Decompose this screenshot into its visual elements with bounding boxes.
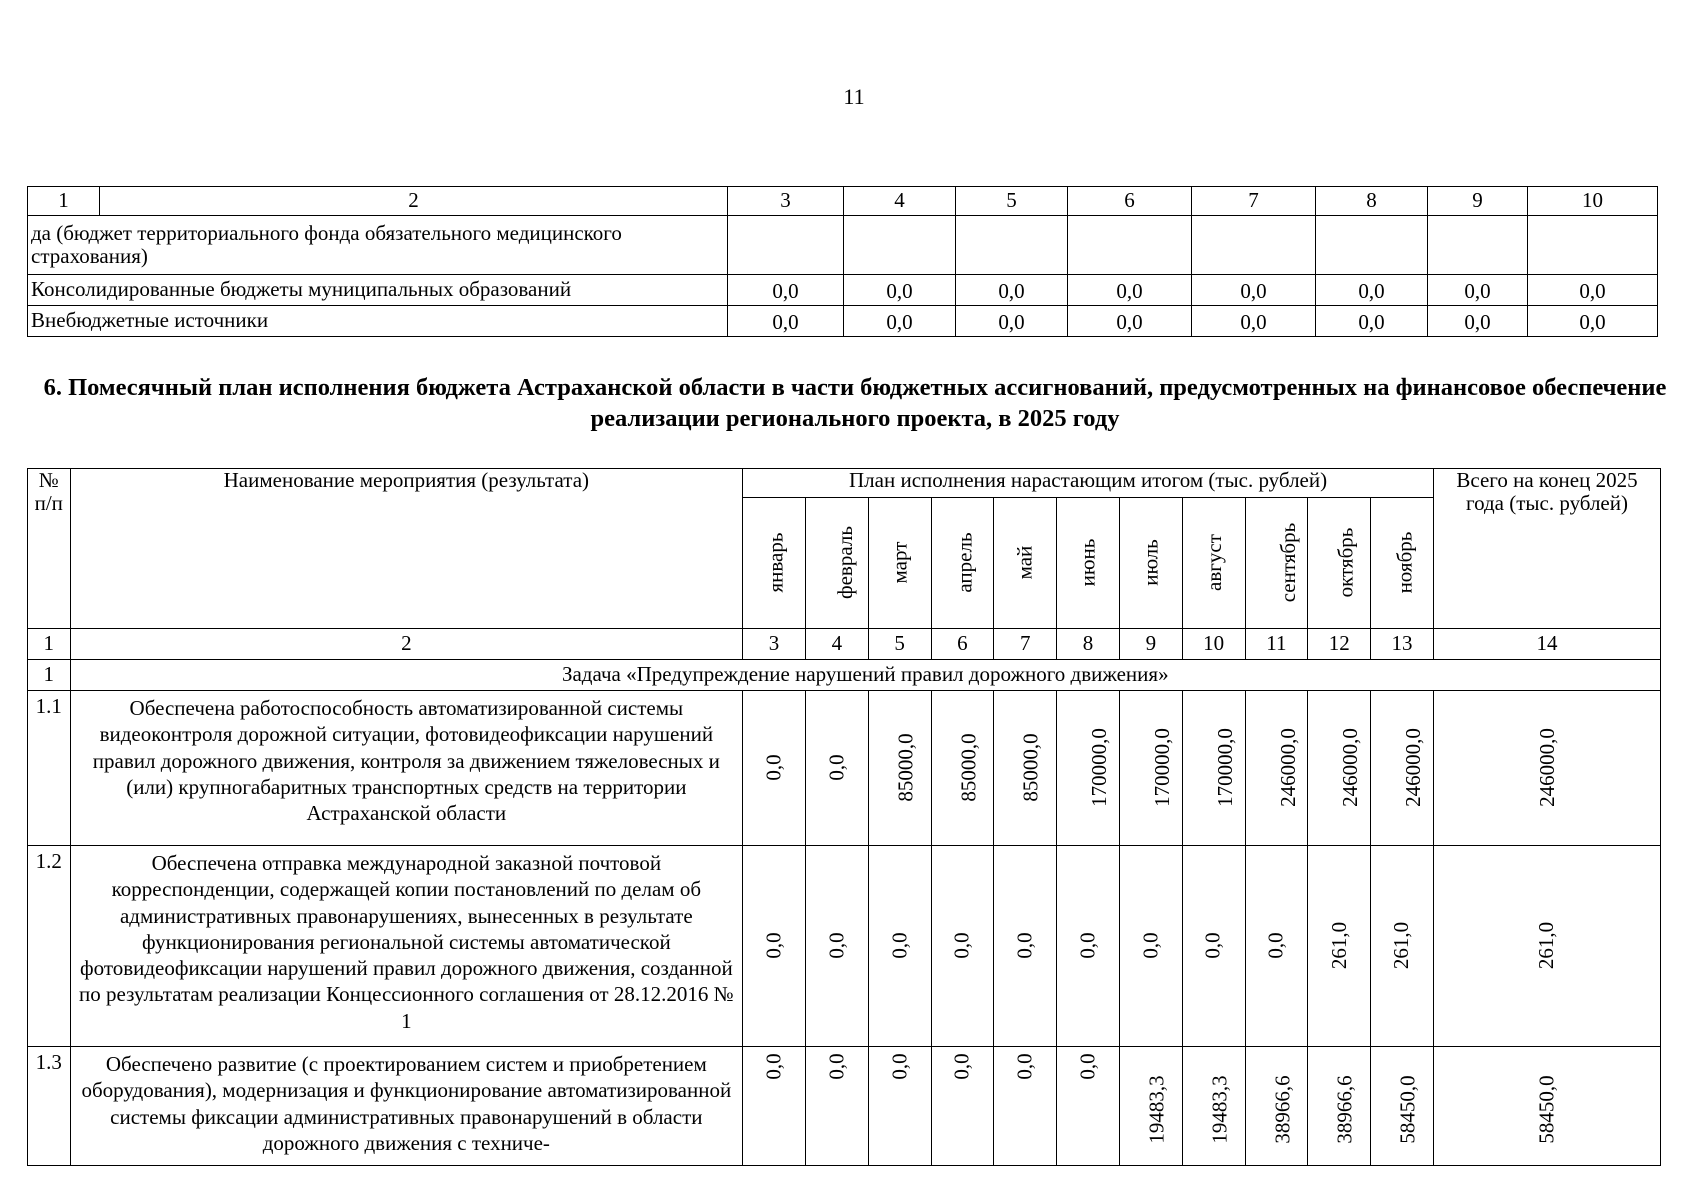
value-cell: 0,0 [805, 1047, 868, 1166]
table-row [28, 216, 1658, 275]
value-cell: 261,0 [1308, 846, 1371, 1047]
table-row [28, 846, 1661, 1047]
index-cell: 9 [1119, 629, 1182, 660]
table-header-row [28, 187, 1658, 216]
value-cell: 38966,6 [1308, 1047, 1371, 1166]
task-num: 1 [28, 660, 71, 691]
table-cell: 0,0 [1528, 275, 1658, 306]
value-cell: 0,0 [743, 691, 806, 846]
table-cell: 0,0 [728, 306, 844, 337]
value-cell: 0,0 [931, 1047, 994, 1166]
table-cell [1068, 216, 1192, 275]
row-num: 1.2 [28, 846, 71, 1047]
table-cell [1192, 216, 1316, 275]
table-header-cell: 4 [844, 187, 956, 216]
table-row [28, 275, 1658, 306]
table-header-cell: 9 [1428, 187, 1528, 216]
table-cell: 0,0 [844, 306, 956, 337]
value-cell: 58450,0 [1371, 1047, 1434, 1166]
table-cell [728, 216, 844, 275]
section-title: 6. Помесячный план исполнения бюджета Астраханской области в части бюджетных ассигнований, предусмотренных на финансовое обеспечение реализации регионального проекта, в 2025 году [43, 374, 1667, 433]
table-cell [1528, 216, 1658, 275]
table-row [28, 306, 1658, 337]
index-row [28, 629, 1661, 660]
value-cell: 0,0 [994, 846, 1057, 1047]
value-cell: 0,0 [743, 846, 806, 1047]
value-cell: 0,0 [743, 1047, 806, 1166]
index-cell: 10 [1182, 629, 1245, 660]
table-cell: 0,0 [1192, 306, 1316, 337]
table-cell: 0,0 [844, 275, 956, 306]
index-cell: 11 [1245, 629, 1308, 660]
col-name-header: Наименование мероприятия (результата) [70, 469, 743, 629]
month-header: август [1182, 498, 1245, 629]
month-header: июнь [1057, 498, 1120, 629]
index-cell: 4 [805, 629, 868, 660]
table-cell [956, 216, 1068, 275]
total-cell: 58450,0 [1433, 1047, 1660, 1166]
value-cell: 0,0 [931, 846, 994, 1047]
budget-sources-table [27, 186, 1658, 337]
index-cell: 14 [1433, 629, 1660, 660]
table-cell: 0,0 [1192, 275, 1316, 306]
table-cell [1428, 216, 1528, 275]
month-header: апрель [931, 498, 994, 629]
value-cell: 0,0 [994, 1047, 1057, 1166]
total-cell: 261,0 [1433, 846, 1660, 1047]
index-cell: 6 [931, 629, 994, 660]
month-header: июль [1119, 498, 1182, 629]
table-header-cell: 6 [1068, 187, 1192, 216]
table-header-cell: 2 [100, 187, 728, 216]
month-header: ноябрь [1371, 498, 1434, 629]
table-cell: 0,0 [956, 275, 1068, 306]
col-plan-header: План исполнения нарастающим итогом (тыс. рублей) [743, 469, 1434, 498]
task-title: Задача «Предупреждение нарушений правил дорожного движения» [70, 660, 1660, 691]
table-cell: 0,0 [1316, 306, 1428, 337]
value-cell: 38966,6 [1245, 1047, 1308, 1166]
table-header-row [28, 469, 1661, 498]
table-cell: 0,0 [1068, 275, 1192, 306]
value-cell: 19483,3 [1119, 1047, 1182, 1166]
row-label: Внебюджетные источники [28, 306, 728, 337]
index-cell: 5 [868, 629, 931, 660]
index-cell: 3 [743, 629, 806, 660]
value-cell: 0,0 [805, 691, 868, 846]
col-num-header: № п/п [28, 469, 71, 629]
value-cell: 246000,0 [1245, 691, 1308, 846]
table-cell [844, 216, 956, 275]
value-cell: 85000,0 [994, 691, 1057, 846]
table-cell: 0,0 [728, 275, 844, 306]
table-header-cell: 7 [1192, 187, 1316, 216]
month-header: октябрь [1308, 498, 1371, 629]
index-cell: 7 [994, 629, 1057, 660]
value-cell: 261,0 [1371, 846, 1434, 1047]
table-header-cell: 3 [728, 187, 844, 216]
row-label: да (бюджет территориального фонда обязательного медицинского страхования) [28, 216, 728, 275]
value-cell: 0,0 [1182, 846, 1245, 1047]
row-num: 1.1 [28, 691, 71, 846]
page-number: 11 [843, 84, 865, 109]
value-cell: 170000,0 [1119, 691, 1182, 846]
index-cell: 1 [28, 629, 71, 660]
row-num: 1.3 [28, 1047, 71, 1166]
total-cell: 246000,0 [1433, 691, 1660, 846]
value-cell: 170000,0 [1182, 691, 1245, 846]
value-cell: 85000,0 [868, 691, 931, 846]
value-cell: 0,0 [868, 846, 931, 1047]
table-cell: 0,0 [956, 306, 1068, 337]
month-header: январь [743, 498, 806, 629]
table-cell: 0,0 [1068, 306, 1192, 337]
value-cell: 19483,3 [1182, 1047, 1245, 1166]
row-name: Обеспечено развитие (с проектированием систем и приобретением оборудования), модернизация и функционирование автоматизированной системы фиксации административных правонарушений в области дорожного движения с техниче- [70, 1047, 743, 1166]
table-header-cell: 5 [956, 187, 1068, 216]
row-name: Обеспечена работоспособность автоматизированной системы видеоконтроля дорожной ситуации, фотовидеофиксации нарушений правил дорожного движения, контроля за движением тяжеловесных и (или) крупногабаритных транспортных средств на территории Астраханской области [70, 691, 743, 846]
value-cell: 0,0 [1245, 846, 1308, 1047]
value-cell: 85000,0 [931, 691, 994, 846]
table-header-cell: 1 [28, 187, 100, 216]
table-header-cell: 10 [1528, 187, 1658, 216]
table-cell: 0,0 [1316, 275, 1428, 306]
row-label: Консолидированные бюджеты муниципальных образований [28, 275, 728, 306]
month-header: февраль [805, 498, 868, 629]
index-cell: 2 [70, 629, 743, 660]
index-cell: 12 [1308, 629, 1371, 660]
table-header-cell: 8 [1316, 187, 1428, 216]
task-row [28, 660, 1661, 691]
col-total-header: Всего на конец 2025 года (тыс. рублей) [1433, 469, 1660, 629]
table-row [28, 691, 1661, 846]
value-cell: 246000,0 [1308, 691, 1371, 846]
month-header: сентябрь [1245, 498, 1308, 629]
index-cell: 8 [1057, 629, 1120, 660]
value-cell: 0,0 [805, 846, 868, 1047]
month-header: май [994, 498, 1057, 629]
table-cell [1316, 216, 1428, 275]
table-cell: 0,0 [1428, 306, 1528, 337]
value-cell: 246000,0 [1371, 691, 1434, 846]
value-cell: 0,0 [1119, 846, 1182, 1047]
value-cell: 0,0 [1057, 846, 1120, 1047]
table-cell: 0,0 [1428, 275, 1528, 306]
index-cell: 13 [1371, 629, 1434, 660]
value-cell: 0,0 [1057, 1047, 1120, 1166]
value-cell: 0,0 [868, 1047, 931, 1166]
table-row [28, 1047, 1661, 1166]
table-cell: 0,0 [1528, 306, 1658, 337]
row-name: Обеспечена отправка международной заказной почтовой корреспонденции, содержащей копии постановлений по делам об административных правонарушениях, вынесенных в результате функционирования региональной системы автоматической фотовидеофиксации нарушений правил дорожного движения, созданной по результатам реализации Концессионного соглашения от 28.12.2016 № 1 [70, 846, 743, 1047]
monthly-plan-table [27, 468, 1661, 1166]
value-cell: 170000,0 [1057, 691, 1120, 846]
month-header: март [868, 498, 931, 629]
